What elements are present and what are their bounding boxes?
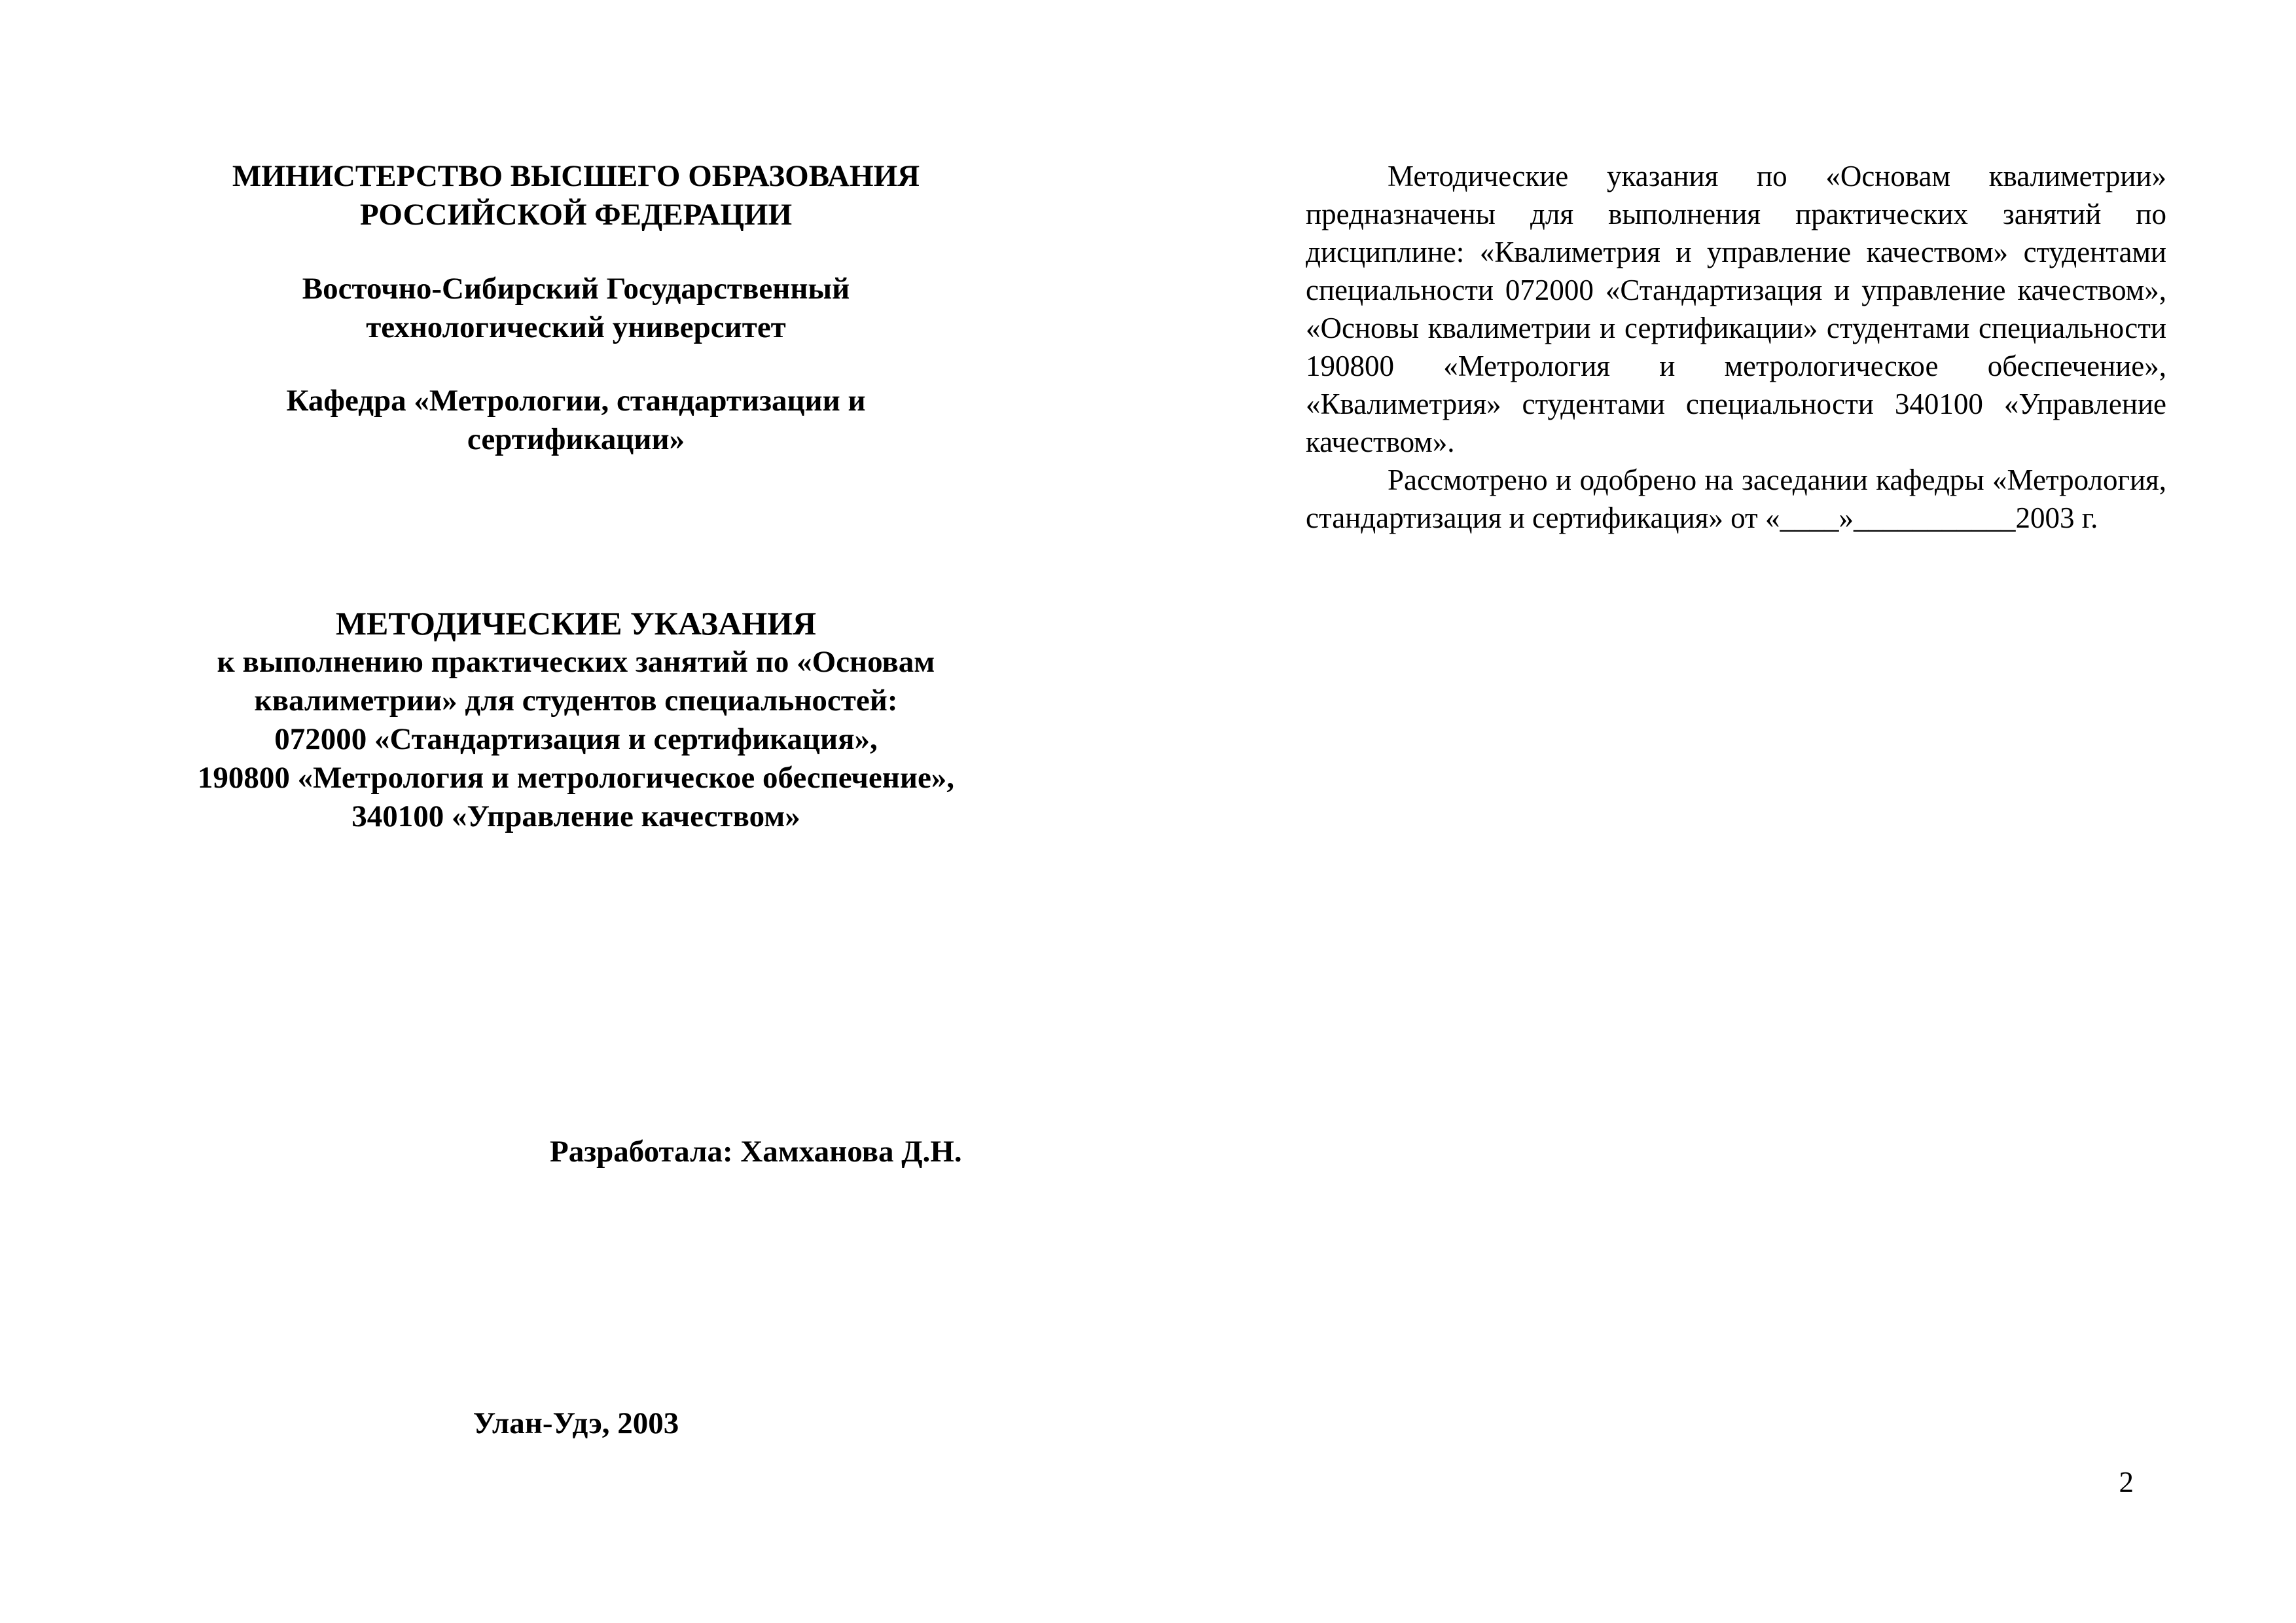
department-name [105,382,1047,459]
approval-text: Рассмотрено и одобрено на заседании кафедры «Метрология, стандартизация и сертификация» от [1306,464,2166,534]
description-paragraph [1306,157,2166,461]
department-line-2: сертификации» [467,422,685,456]
guidelines-line-4: 190800 «Метрология и метрологическое обеспечение», [197,761,955,795]
guidelines-line-5: 340100 «Управление качеством» [351,799,800,833]
left-page [105,151,1047,1525]
department-line-1: Кафедра «Метрологии, стандартизации и [286,384,866,418]
university-line-1: Восточно-Сибирский Государственный [302,272,850,306]
approval-date: «____»___________2003 г. [1765,501,2098,534]
guidelines-title: МЕТОДИЧЕСКИЕ УКАЗАНИЯ [335,605,817,642]
city-year: Улан-Удэ, 2003 [473,1406,679,1440]
guidelines-title-block [105,604,1047,836]
guidelines-line-3: 072000 «Стандартизация и сертификация», [274,722,878,756]
ministry-line-1: МИНИСТЕРСТВО ВЫСШЕГО ОБРАЗОВАНИЯ [232,159,920,193]
ministry-heading [105,157,1047,234]
description-text: Методические указания по «Основам квалиметрии» предназначены для выполнения практических занятий по дисциплине: «Квалиметрия и управление качеством» студентами специальности 072000 «Стандартизация и управление качеством», «Основы квалиметрии и сертификации» студентами специальности 190800 «Метрология и метрологическое обеспечение», «Квалиметрия» студентами специальности 340100 «Управление качеством». [1306,160,2166,458]
guidelines-line-2: квалиметрии» для студентов специальностей: [254,684,898,718]
page-number: 2 [2119,1466,2134,1499]
ministry-line-2: РОССИЙСКОЙ ФЕДЕРАЦИИ [360,198,792,232]
university-name [105,270,1047,347]
guidelines-line-1: к выполнению практических занятий по «Основам [217,645,935,679]
right-page [1306,157,2166,537]
university-line-2: технологический университет [366,310,786,344]
author-credit: Разработала: Хамханова Д.Н. [550,1135,962,1169]
approval-paragraph [1306,461,2166,537]
